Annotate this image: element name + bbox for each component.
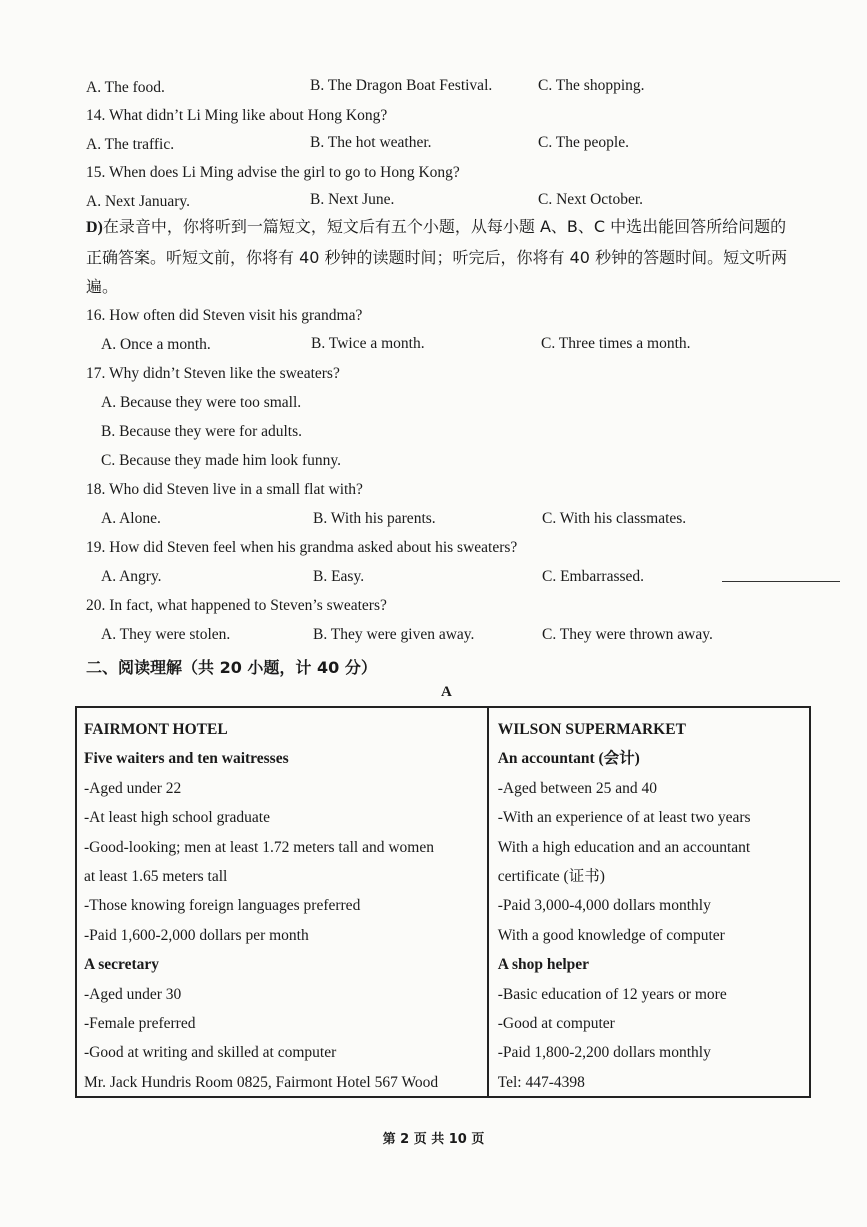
wilson-ad-line: A shop helper: [497, 956, 590, 974]
wilson-ad-line: -Paid 1,800-2,200 dollars monthly: [497, 1044, 711, 1062]
fairmont-ad-line: -Aged under 22: [84, 779, 182, 797]
q14-option-b: B. The hot weather.: [310, 134, 432, 151]
q17-option-b: B. Because they were for adults.: [101, 423, 303, 440]
fairmont-hotel-ad: [77, 708, 489, 1096]
q19-option-c: C. Embarrassed.: [542, 568, 645, 585]
fairmont-ad-line: Mr. Jack Hundris Room 0825, Fairmont Hotel 567 Wood: [84, 1073, 439, 1091]
q18-option-b: B. With his parents.: [313, 510, 436, 527]
section-d-label: D): [86, 219, 103, 236]
wilson-ad-line: WILSON SUPERMARKET: [497, 721, 686, 738]
q14-option-c: C. The people.: [538, 134, 629, 151]
section-2-heading: 二、阅读理解（共 20 小题，计 40 分）: [86, 658, 377, 677]
wilson-ad-line: With a high education and an accountant: [497, 838, 751, 856]
wilson-ad-line: Tel: 447-4398: [497, 1073, 585, 1091]
section-d-text: 在录音中，你将听到一篇短文，短文后有五个小题，从每小题 A、B、C 中选出能回答所给问题的正确答案。听短文前，你将有 40 秒钟的读题时间；听完后，你将有 40 秒钟的答题时间。短文听两遍。: [86, 217, 788, 296]
fairmont-ad-line: Five waiters and ten waitresses: [84, 750, 289, 768]
fairmont-ad-line: -Paid 1,600-2,000 dollars per month: [84, 926, 309, 944]
section-d-instructions: [86, 212, 802, 302]
fairmont-ad-line: FAIRMONT HOTEL: [84, 721, 228, 738]
q20-question: 20. In fact, what happened to Steven’s sweaters?: [86, 597, 387, 614]
q19-option-a: A. Angry.: [101, 568, 162, 585]
answer-blank-line: [722, 581, 840, 582]
q17-option-c: C. Because they made him look funny.: [101, 452, 342, 469]
fairmont-ad-line: -Female preferred: [84, 1015, 196, 1033]
fairmont-ad-line: -Those knowing foreign languages preferred: [84, 897, 361, 915]
q20-option-c: C. They were thrown away.: [542, 626, 713, 643]
q15-option-a: A. Next January.: [86, 193, 191, 210]
fairmont-ad-line: at least 1.65 meters tall: [84, 868, 228, 886]
fairmont-ad-line: -Aged under 30: [84, 985, 182, 1003]
q18-option-c: C. With his classmates.: [542, 510, 687, 527]
q16-option-c: C. Three times a month.: [541, 335, 691, 352]
wilson-ad-line: An accountant (会计): [497, 750, 640, 768]
q13-option-a: A. The food.: [86, 79, 165, 96]
fairmont-ad-line: -Good-looking; men at least 1.72 meters tall and women: [84, 838, 434, 856]
q13-option-b: B. The Dragon Boat Festival.: [310, 77, 493, 94]
q14-option-a: A. The traffic.: [86, 136, 175, 153]
page-number: 第 2 页 共 10 页: [382, 1132, 485, 1147]
job-ads-table: [75, 706, 811, 1098]
q20-option-b: B. They were given away.: [313, 626, 475, 643]
q18-question: 18. Who did Steven live in a small flat with?: [86, 481, 363, 498]
wilson-ad-line: -Basic education of 12 years or more: [497, 985, 727, 1003]
wilson-ad-line: With a good knowledge of computer: [497, 926, 725, 944]
q15-option-c: C. Next October.: [538, 191, 644, 208]
wilson-ad-line: -Good at computer: [497, 1015, 615, 1033]
wilson-ad-line: -With an experience of at least two years: [497, 809, 751, 827]
wilson-ad-line: -Aged between 25 and 40: [497, 779, 657, 797]
q20-option-a: A. They were stolen.: [101, 626, 231, 643]
wilson-ad-line: certificate (证书): [497, 868, 605, 886]
q17-question: 17. Why didn’t Steven like the sweaters?: [86, 365, 340, 382]
q18-option-a: A. Alone.: [101, 510, 161, 527]
q16-option-a: A. Once a month.: [101, 336, 211, 353]
q16-option-b: B. Twice a month.: [311, 335, 425, 352]
q19-option-b: B. Easy.: [313, 568, 365, 585]
fairmont-ad-line: -Good at writing and skilled at computer: [84, 1044, 337, 1062]
q16-question: 16. How often did Steven visit his grandma?: [86, 307, 363, 324]
q17-option-a: A. Because they were too small.: [101, 394, 302, 411]
wilson-supermarket-ad: [489, 708, 809, 1096]
q14-question: 14. What didn’t Li Ming like about Hong Kong?: [86, 107, 388, 124]
wilson-ad-line: -Paid 3,000-4,000 dollars monthly: [497, 897, 711, 915]
fairmont-ad-line: -At least high school graduate: [84, 809, 270, 827]
passage-label: A: [441, 684, 452, 700]
q19-question: 19. How did Steven feel when his grandma asked about his sweaters?: [86, 539, 518, 556]
q15-question: 15. When does Li Ming advise the girl to go to Hong Kong?: [86, 164, 460, 181]
q13-option-c: C. The shopping.: [538, 77, 645, 94]
fairmont-ad-line: A secretary: [84, 956, 160, 974]
q15-option-b: B. Next June.: [310, 191, 395, 208]
